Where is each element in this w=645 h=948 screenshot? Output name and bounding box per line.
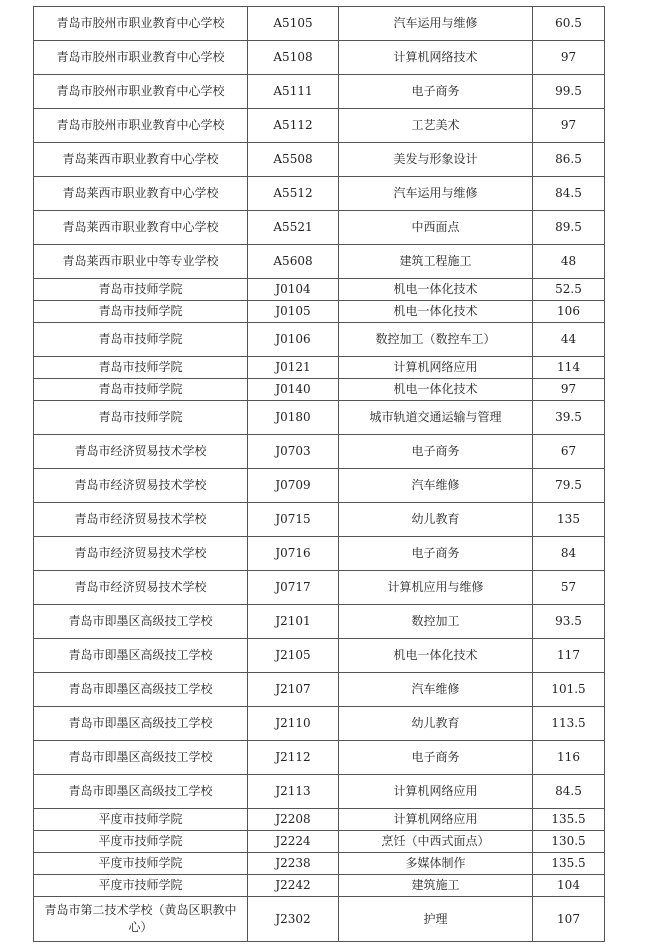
major-name-cell: 汽车维修 <box>339 469 533 503</box>
school-name-cell: 青岛市第二技术学校（黄岛区职教中心） <box>34 897 248 942</box>
table-row <box>34 673 605 707</box>
table-row <box>34 401 605 435</box>
table-row <box>34 75 605 109</box>
table-row <box>34 537 605 571</box>
table-row <box>34 435 605 469</box>
school-name-cell: 青岛市即墨区高级技工学校 <box>34 741 248 775</box>
major-name-cell: 城市轨道交通运输与管理 <box>339 401 533 435</box>
score-cell: 135 <box>533 503 605 537</box>
major-name-cell: 电子商务 <box>339 435 533 469</box>
major-name-cell: 中西面点 <box>339 211 533 245</box>
program-code-cell: J0716 <box>248 537 339 571</box>
table-row <box>34 897 605 942</box>
table-row <box>34 875 605 897</box>
table-row <box>34 853 605 875</box>
table-row <box>34 571 605 605</box>
score-cell: 57 <box>533 571 605 605</box>
program-code-cell: J2242 <box>248 875 339 897</box>
score-cell: 89.5 <box>533 211 605 245</box>
school-name-cell: 青岛市经济贸易技术学校 <box>34 571 248 605</box>
table-row <box>34 41 605 75</box>
program-code-cell: A5512 <box>248 177 339 211</box>
score-cell: 116 <box>533 741 605 775</box>
score-cell: 44 <box>533 323 605 357</box>
program-code-cell: J2224 <box>248 831 339 853</box>
major-name-cell: 计算机应用与维修 <box>339 571 533 605</box>
major-name-cell: 建筑施工 <box>339 875 533 897</box>
major-name-cell: 数控加工（数控车工） <box>339 323 533 357</box>
major-name-cell: 计算机网络应用 <box>339 775 533 809</box>
program-code-cell: A5521 <box>248 211 339 245</box>
major-name-cell: 电子商务 <box>339 537 533 571</box>
table-row <box>34 809 605 831</box>
program-code-cell: J0121 <box>248 357 339 379</box>
school-name-cell: 平度市技师学院 <box>34 853 248 875</box>
program-code-cell: A5112 <box>248 109 339 143</box>
school-name-cell: 青岛市即墨区高级技工学校 <box>34 673 248 707</box>
score-cell: 84 <box>533 537 605 571</box>
program-code-cell: J2107 <box>248 673 339 707</box>
program-code-cell: J2302 <box>248 897 339 942</box>
table-row <box>34 301 605 323</box>
score-cell: 135.5 <box>533 809 605 831</box>
school-name-cell: 青岛市经济贸易技术学校 <box>34 537 248 571</box>
table-row <box>34 775 605 809</box>
score-cell: 86.5 <box>533 143 605 177</box>
score-cell: 60.5 <box>533 7 605 41</box>
table-row <box>34 177 605 211</box>
school-name-cell: 青岛市即墨区高级技工学校 <box>34 639 248 673</box>
program-code-cell: A5608 <box>248 245 339 279</box>
school-name-cell: 青岛市技师学院 <box>34 279 248 301</box>
score-cell: 52.5 <box>533 279 605 301</box>
major-name-cell: 计算机网络应用 <box>339 357 533 379</box>
program-code-cell: J0180 <box>248 401 339 435</box>
score-cell: 101.5 <box>533 673 605 707</box>
program-code-cell: J0703 <box>248 435 339 469</box>
school-name-cell: 青岛市即墨区高级技工学校 <box>34 775 248 809</box>
major-name-cell: 护理 <box>339 897 533 942</box>
table-row <box>34 245 605 279</box>
program-code-cell: J2208 <box>248 809 339 831</box>
score-cell: 39.5 <box>533 401 605 435</box>
school-name-cell: 平度市技师学院 <box>34 875 248 897</box>
program-code-cell: J2105 <box>248 639 339 673</box>
table-row <box>34 7 605 41</box>
score-cell: 104 <box>533 875 605 897</box>
school-name-cell: 青岛市技师学院 <box>34 301 248 323</box>
program-code-cell: A5508 <box>248 143 339 177</box>
school-name-cell: 青岛市即墨区高级技工学校 <box>34 707 248 741</box>
major-name-cell: 计算机网络应用 <box>339 809 533 831</box>
table-row <box>34 605 605 639</box>
major-name-cell: 幼儿教育 <box>339 503 533 537</box>
program-code-cell: A5111 <box>248 75 339 109</box>
score-cell: 48 <box>533 245 605 279</box>
score-cell: 84.5 <box>533 177 605 211</box>
school-name-cell: 青岛市技师学院 <box>34 401 248 435</box>
score-cell: 130.5 <box>533 831 605 853</box>
major-name-cell: 电子商务 <box>339 741 533 775</box>
score-cell: 135.5 <box>533 853 605 875</box>
score-cell: 67 <box>533 435 605 469</box>
table-body <box>34 7 605 942</box>
major-name-cell: 机电一体化技术 <box>339 379 533 401</box>
table-row <box>34 503 605 537</box>
table-row <box>34 109 605 143</box>
school-name-cell: 青岛莱西市职业教育中心学校 <box>34 143 248 177</box>
score-cell: 117 <box>533 639 605 673</box>
score-cell: 97 <box>533 109 605 143</box>
score-cell: 107 <box>533 897 605 942</box>
major-name-cell: 机电一体化技术 <box>339 301 533 323</box>
program-code-cell: J0709 <box>248 469 339 503</box>
program-code-cell: J0715 <box>248 503 339 537</box>
program-code-cell: J0717 <box>248 571 339 605</box>
school-name-cell: 青岛市胶州市职业教育中心学校 <box>34 41 248 75</box>
program-code-cell: J0105 <box>248 301 339 323</box>
school-name-cell: 青岛市经济贸易技术学校 <box>34 503 248 537</box>
major-name-cell: 数控加工 <box>339 605 533 639</box>
major-name-cell: 美发与形象设计 <box>339 143 533 177</box>
score-cell: 93.5 <box>533 605 605 639</box>
table-row <box>34 357 605 379</box>
score-cell: 79.5 <box>533 469 605 503</box>
score-cell: 113.5 <box>533 707 605 741</box>
table-row <box>34 469 605 503</box>
major-name-cell: 计算机网络技术 <box>339 41 533 75</box>
major-name-cell: 建筑工程施工 <box>339 245 533 279</box>
school-name-cell: 青岛市技师学院 <box>34 357 248 379</box>
school-name-cell: 青岛市胶州市职业教育中心学校 <box>34 75 248 109</box>
school-name-cell: 青岛市技师学院 <box>34 323 248 357</box>
school-name-cell: 青岛市技师学院 <box>34 379 248 401</box>
score-cell: 97 <box>533 41 605 75</box>
admission-score-table <box>33 6 605 942</box>
program-code-cell: J2113 <box>248 775 339 809</box>
major-name-cell: 机电一体化技术 <box>339 279 533 301</box>
school-name-cell: 青岛市经济贸易技术学校 <box>34 435 248 469</box>
score-cell: 84.5 <box>533 775 605 809</box>
major-name-cell: 幼儿教育 <box>339 707 533 741</box>
program-code-cell: A5105 <box>248 7 339 41</box>
school-name-cell: 青岛市经济贸易技术学校 <box>34 469 248 503</box>
program-code-cell: A5108 <box>248 41 339 75</box>
school-name-cell: 青岛市即墨区高级技工学校 <box>34 605 248 639</box>
table-row <box>34 831 605 853</box>
score-cell: 97 <box>533 379 605 401</box>
school-name-cell: 平度市技师学院 <box>34 831 248 853</box>
table-row <box>34 211 605 245</box>
program-code-cell: J0106 <box>248 323 339 357</box>
major-name-cell: 工艺美术 <box>339 109 533 143</box>
score-cell: 114 <box>533 357 605 379</box>
table-row <box>34 741 605 775</box>
school-name-cell: 青岛莱西市职业教育中心学校 <box>34 211 248 245</box>
program-code-cell: J0140 <box>248 379 339 401</box>
program-code-cell: J2112 <box>248 741 339 775</box>
school-name-cell: 青岛市胶州市职业教育中心学校 <box>34 109 248 143</box>
document-page <box>33 6 604 942</box>
school-name-cell: 青岛莱西市职业中等专业学校 <box>34 245 248 279</box>
table-row <box>34 379 605 401</box>
score-cell: 99.5 <box>533 75 605 109</box>
table-row <box>34 279 605 301</box>
program-code-cell: J0104 <box>248 279 339 301</box>
major-name-cell: 汽车维修 <box>339 673 533 707</box>
table-row <box>34 323 605 357</box>
school-name-cell: 平度市技师学院 <box>34 809 248 831</box>
major-name-cell: 烹饪（中西式面点） <box>339 831 533 853</box>
table-row <box>34 707 605 741</box>
score-cell: 106 <box>533 301 605 323</box>
major-name-cell: 机电一体化技术 <box>339 639 533 673</box>
program-code-cell: J2110 <box>248 707 339 741</box>
table-row <box>34 639 605 673</box>
school-name-cell: 青岛莱西市职业教育中心学校 <box>34 177 248 211</box>
major-name-cell: 电子商务 <box>339 75 533 109</box>
major-name-cell: 汽车运用与维修 <box>339 7 533 41</box>
major-name-cell: 汽车运用与维修 <box>339 177 533 211</box>
program-code-cell: J2238 <box>248 853 339 875</box>
major-name-cell: 多媒体制作 <box>339 853 533 875</box>
table-row <box>34 143 605 177</box>
program-code-cell: J2101 <box>248 605 339 639</box>
school-name-cell: 青岛市胶州市职业教育中心学校 <box>34 7 248 41</box>
